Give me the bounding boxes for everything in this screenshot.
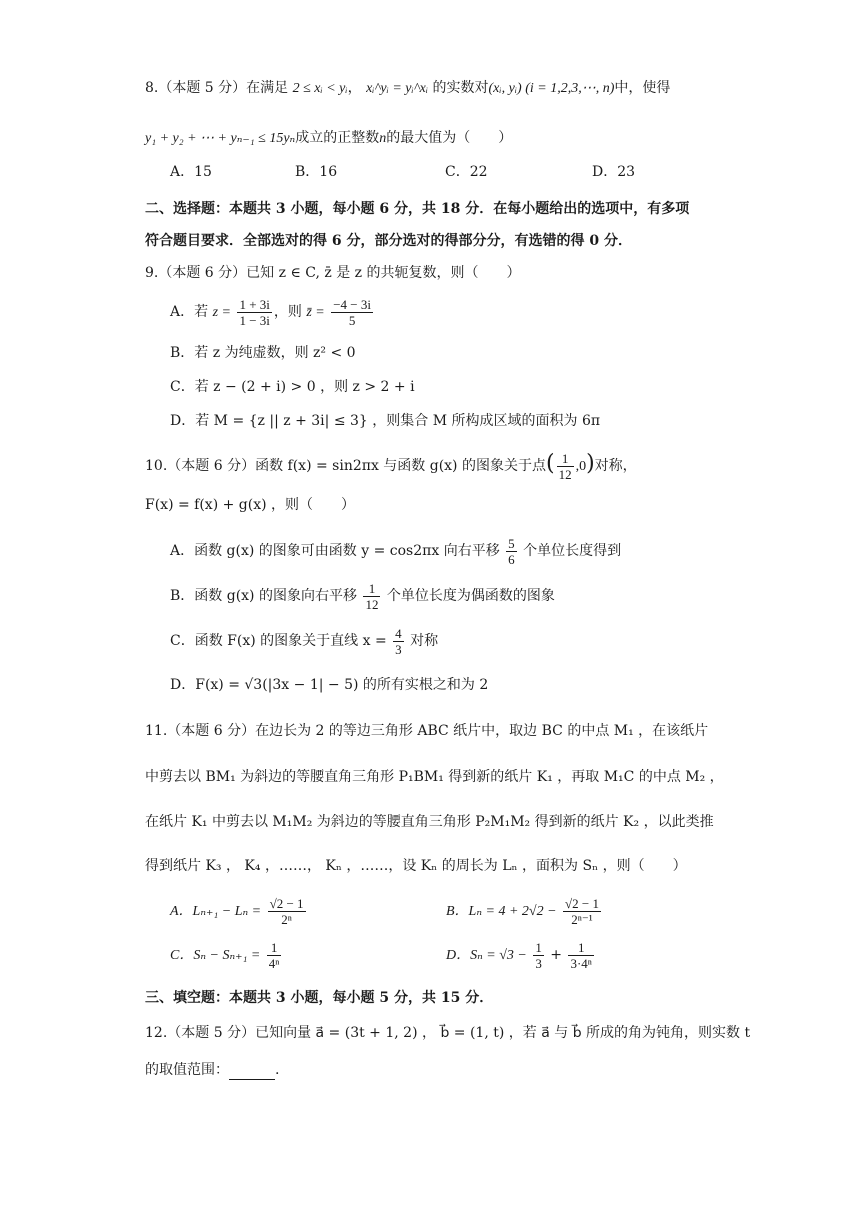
- q11-c-num: 1: [267, 940, 282, 956]
- q10-b-fraction: [363, 581, 380, 612]
- q9-option-c[interactable]: C．若 z − (2 + i) > 0 ，则 z > 2 + i: [170, 379, 415, 395]
- q11-option-c[interactable]: [170, 937, 283, 974]
- q10-c-fraction: [393, 626, 404, 657]
- q10-points: （本题 6 分）: [167, 458, 256, 474]
- q10-option-a[interactable]: [170, 533, 621, 569]
- q12-text-1: 已知向量 a⃗ = (3t + 1, 2) ， b⃗ = (1, t) ，若 a⃗ 与 b⃗ 所成的角为钝角，则实数 t: [255, 1025, 751, 1041]
- q8-text-b: 的实数对: [432, 80, 489, 96]
- q10-number: 10.: [145, 458, 168, 474]
- q11-a-den: 2ⁿ: [281, 911, 292, 927]
- q12-text-2: 的取值范围：: [145, 1062, 229, 1078]
- q11-text-1: 在边长为 2 的等边三角形 ABC 纸片中，取边 BC 的中点 M₁ ，在该纸片: [255, 723, 709, 739]
- q8-text-d: 成立的正整数: [295, 130, 380, 146]
- q11-b-fraction: [563, 896, 601, 927]
- q9-option-d[interactable]: D．若 M = {z || z + 3i| ≤ 3} ，则集合 M 所构成区域的面积为 6π: [170, 413, 601, 429]
- q8-text-e: 的最大值为（ ）: [386, 130, 513, 146]
- q10-a-fraction: [506, 536, 517, 567]
- q10-paren-close: ): [586, 451, 595, 476]
- q9-a-num2: −4 − 3i: [333, 296, 371, 312]
- q10-a-num: 5: [508, 535, 515, 551]
- q8-condition-2: xᵢ^yᵢ = yᵢ^xᵢ: [366, 81, 429, 96]
- q11-points: （本题 6 分）: [167, 723, 256, 739]
- q11-d-prefix: D．Sₙ = √3 −: [446, 948, 527, 963]
- q11-option-d[interactable]: [446, 937, 596, 974]
- q11-stem-line1: [145, 721, 708, 741]
- q11-option-b[interactable]: [446, 893, 603, 930]
- q9-a-fraction-1: [237, 297, 271, 328]
- q10-b-suffix: 个单位长度为偶函数的图象: [386, 588, 555, 604]
- q11-d-fraction-2: [568, 940, 593, 971]
- q10-c-prefix: C．函数 F(x) 的图象关于直线 x =: [170, 633, 387, 649]
- q11-c-prefix: C．Sₙ − Sₙ₊₁ =: [170, 948, 261, 963]
- q10-a-prefix: A．函数 g(x) 的图象可由函数 y = cos2πx 向右平移: [170, 543, 500, 559]
- q11-option-a[interactable]: [170, 893, 308, 930]
- q11-d-plus: +: [550, 947, 563, 963]
- q10-c-suffix: 对称: [410, 633, 439, 649]
- q11-c-den: 4ⁿ: [268, 955, 280, 971]
- section2-header-line1: 二、选择题：本题共 3 小题，每小题 6 分，共 18 分．在每小题给出的选项中，有多项: [145, 201, 690, 217]
- section3-header: 三、填空题：本题共 3 小题，每小题 5 分，共 15 分．: [145, 990, 494, 1006]
- q8-option-d[interactable]: D．23: [592, 164, 636, 180]
- section2-header-line2: 符合题目要求．全部选对的得 6 分，部分选对的得部分分，有选错的得 0 分．: [145, 233, 632, 249]
- q12-points: （本题 5 分）: [167, 1025, 256, 1041]
- q12-number: 12.: [145, 1025, 168, 1041]
- q8-text-c: 中，使得: [614, 80, 671, 96]
- q11-a-fraction: [268, 896, 306, 927]
- q11-c-fraction: [267, 940, 282, 971]
- q9-number: 9.: [145, 265, 159, 281]
- answer-blank[interactable]: [229, 1065, 275, 1080]
- q11-b-num: √2 − 1: [565, 895, 599, 911]
- q11-b-prefix: B．Lₙ = 4 + 2√2 −: [446, 904, 557, 919]
- q11-stem-line2: 中剪去以 BM₁ 为斜边的等腰直角三角形 P₁BM₁ 得到新的纸片 K₁ ，再取 M₁C 的中点 M₂ ，: [145, 769, 724, 785]
- q11-stem-line3: 在纸片 K₁ 中剪去以 M₁M₂ 为斜边的等腰直角三角形 P₂M₁M₂ 得到新的纸片 K₂ ，以此类推: [145, 814, 714, 830]
- q8-option-c[interactable]: C．22: [445, 164, 488, 180]
- q10-a-den: 6: [508, 551, 515, 567]
- q10-pt-num: 1: [557, 451, 574, 467]
- q8-inequality: y₁ + y₂ + ⋯ + yₙ₋₁ ≤ 15yₙ: [145, 131, 296, 146]
- q8-points: （本题 5 分）: [158, 80, 247, 96]
- q11-d-num1: 1: [535, 939, 542, 955]
- q11-d-den1: 3: [535, 955, 542, 971]
- q9-a-prefix: A．若: [170, 304, 209, 320]
- q11-d-den2: 3·4ⁿ: [570, 955, 592, 971]
- q9-option-b[interactable]: B．若 z 为纯虚数，则 z² < 0: [170, 345, 356, 361]
- q10-text-a: 函数 f(x) = sin2πx 与函数 g(x) 的图象关于点: [255, 458, 546, 474]
- q12-stem-line1: [145, 1023, 750, 1043]
- q10-pt-den: 12: [558, 466, 572, 482]
- q8-pair: (xᵢ, yᵢ) (i = 1,2,3,⋯, n): [488, 81, 615, 96]
- q10-b-prefix: B．函数 g(x) 的图象向右平移: [170, 588, 357, 604]
- q10-b-num: 1: [363, 581, 380, 597]
- q9-a-den2: 5: [348, 312, 356, 328]
- q11-a-prefix: A．Lₙ₊₁ − Lₙ =: [170, 904, 262, 919]
- q10-c-den: 3: [395, 641, 402, 657]
- q9-a-mid: ，则: [273, 304, 302, 320]
- q9-a-z: z =: [212, 305, 231, 320]
- q10-pt-tail: ,0: [575, 459, 587, 474]
- q10-a-suffix: 个单位长度得到: [523, 543, 622, 559]
- q9-a-zbar: z̄ =: [306, 305, 325, 320]
- q10-stem-line2: F(x) = f(x) + g(x) ，则（ ）: [145, 497, 356, 513]
- q8-number: 8.: [145, 80, 159, 96]
- q9-points: （本题 6 分）: [158, 265, 247, 281]
- q8-text-a: 在满足: [246, 80, 289, 96]
- q11-a-num: √2 − 1: [269, 895, 304, 911]
- q9-a-den1: 1 − 3i: [239, 312, 270, 328]
- q10-paren-open: (: [545, 451, 555, 476]
- q12-stem-line2: [145, 1060, 279, 1080]
- q11-d-num2: 1: [568, 940, 593, 956]
- q9-option-a[interactable]: [170, 294, 375, 331]
- q12-period: .: [275, 1062, 280, 1078]
- q8-stem-line1: 8.（本题 5 分）在满足 2 ≤ xᵢ < yᵢ， xᵢ^yᵢ = yᵢ^xᵢ 的实数对(xᵢ, yᵢ) (i = 1,2,3,⋯, n)中，使得: [145, 80, 671, 96]
- q9-a-num1: 1 + 3i: [239, 296, 270, 312]
- q11-number: 11.: [145, 723, 168, 739]
- q10-c-num: 4: [395, 625, 402, 641]
- q8-options: [170, 162, 770, 182]
- q10-option-b[interactable]: [170, 578, 555, 614]
- q8-n: n: [379, 131, 387, 146]
- q9-a-fraction-2: [331, 297, 373, 328]
- q10-stem-line1: [145, 446, 637, 485]
- q8-stem-line2: [145, 128, 512, 149]
- q9-stem: [145, 263, 520, 283]
- q10-point-fraction: [557, 451, 574, 482]
- q11-b-den: 2ⁿ⁻¹: [571, 911, 593, 927]
- q8-condition-1: 2 ≤ xᵢ < yᵢ: [292, 81, 348, 96]
- q11-d-fraction-1: [533, 940, 544, 971]
- q10-text-b: 对称，: [594, 458, 637, 474]
- q8-option-a[interactable]: A．15: [170, 164, 212, 180]
- q10-option-c[interactable]: [170, 623, 438, 659]
- q8-option-b[interactable]: B．16: [295, 164, 338, 180]
- q10-b-den: 12: [365, 596, 379, 612]
- q11-stem-line4: 得到纸片 K₃ ， K₄ ，……， Kₙ ，……，设 Kₙ 的周长为 Lₙ ，面积为 Sₙ ，则（ ）: [145, 858, 687, 874]
- q10-option-d[interactable]: D．F(x) = √3(|3x − 1| − 5) 的所有实根之和为 2: [170, 677, 489, 693]
- q9-text: 已知 z ∈ C, z̄ 是 z 的共轭复数，则（ ）: [246, 265, 521, 281]
